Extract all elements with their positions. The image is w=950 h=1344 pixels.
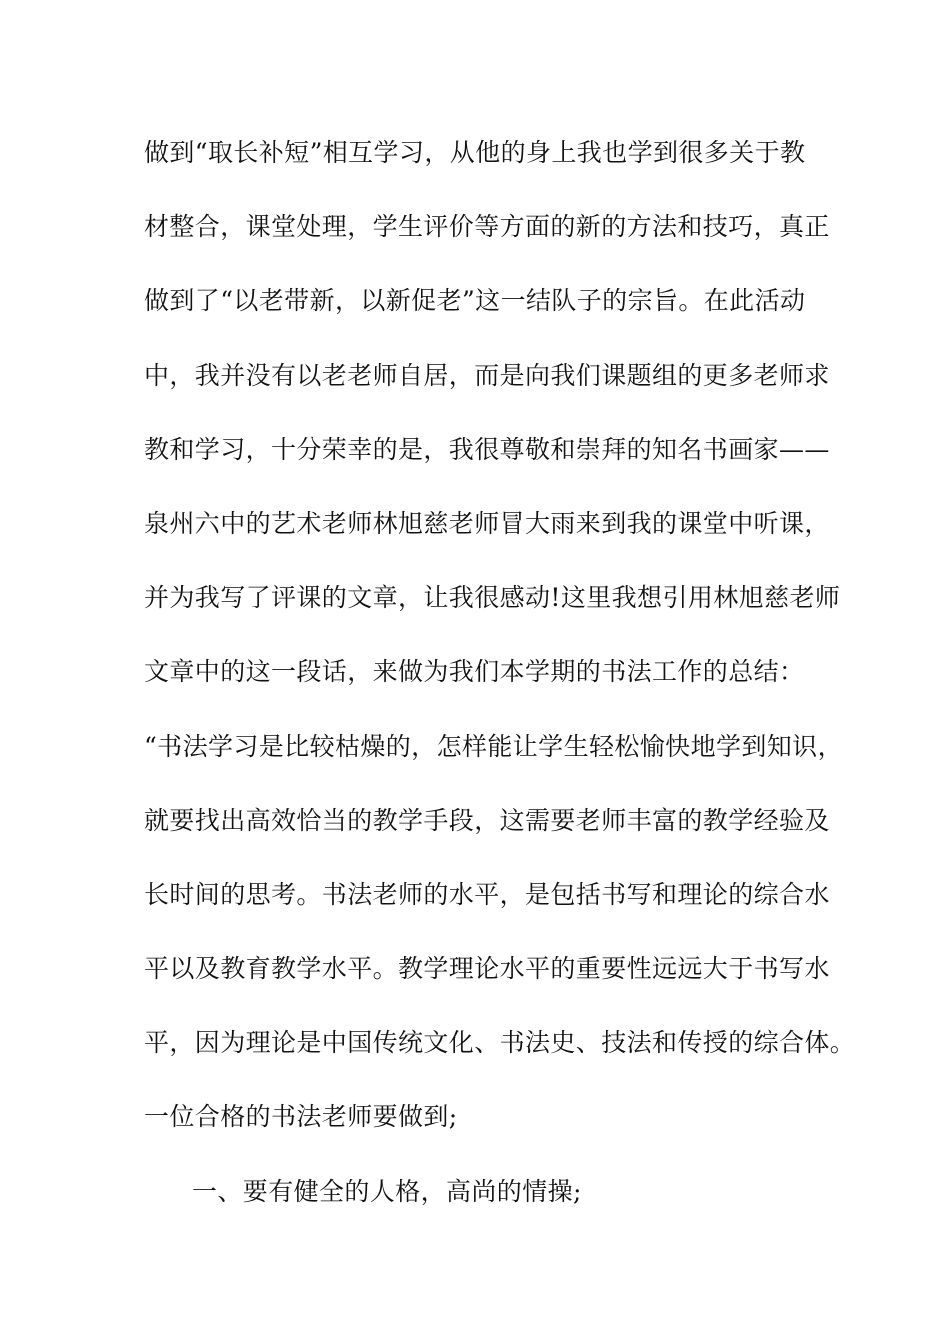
- text-line-5: 教和学习，十分荣幸的是，我很尊敬和崇拜的知名书画家——: [144, 434, 830, 464]
- text-line-13: 平，因为理论是中国传统文化、书法史、技法和传授的综合体。: [144, 1028, 856, 1058]
- text-line-3: 做到了“以老带新，以新促老”这一结队子的宗旨。在此活动: [144, 286, 806, 316]
- text-line-9: “书法学习是比较枯燥的，怎样能让学生轻松愉快地学到知识，: [144, 731, 843, 761]
- text-line-2: 材整合，课堂处理，学生评价等方面的新的方法和技巧，真正: [144, 212, 830, 242]
- text-line-7: 并为我写了评课的文章，让我很感动!这里我想引用林旭慈老师: [144, 583, 841, 613]
- body-text: [144, 131, 856, 1244]
- text-line-8: 文章中的这一段话，来做为我们本学期的书法工作的总结：: [144, 657, 805, 687]
- list-item-1: 一、要有健全的人格，高尚的情操;: [192, 1176, 582, 1206]
- text-line-1: 做到“取长补短”相互学习，从他的身上我也学到很多关于教: [144, 138, 806, 167]
- text-line-11: 长时间的思考。书法老师的水平，是包括书写和理论的综合水: [144, 879, 830, 909]
- text-line-14: 一位合格的书法老师要做到;: [144, 1102, 458, 1132]
- text-line-10: 就要找出高效恰当的教学手段，这需要老师丰富的教学经验及: [144, 805, 830, 835]
- text-line-4: 中，我并没有以老老师自居，而是向我们课题组的更多老师求: [144, 360, 830, 390]
- text-line-6: 泉州六中的艺术老师林旭慈老师冒大雨来到我的课堂中听课，: [144, 508, 830, 538]
- text-line-12: 平以及教育教学水平。教学理论水平的重要性远远大于书写水: [144, 954, 830, 984]
